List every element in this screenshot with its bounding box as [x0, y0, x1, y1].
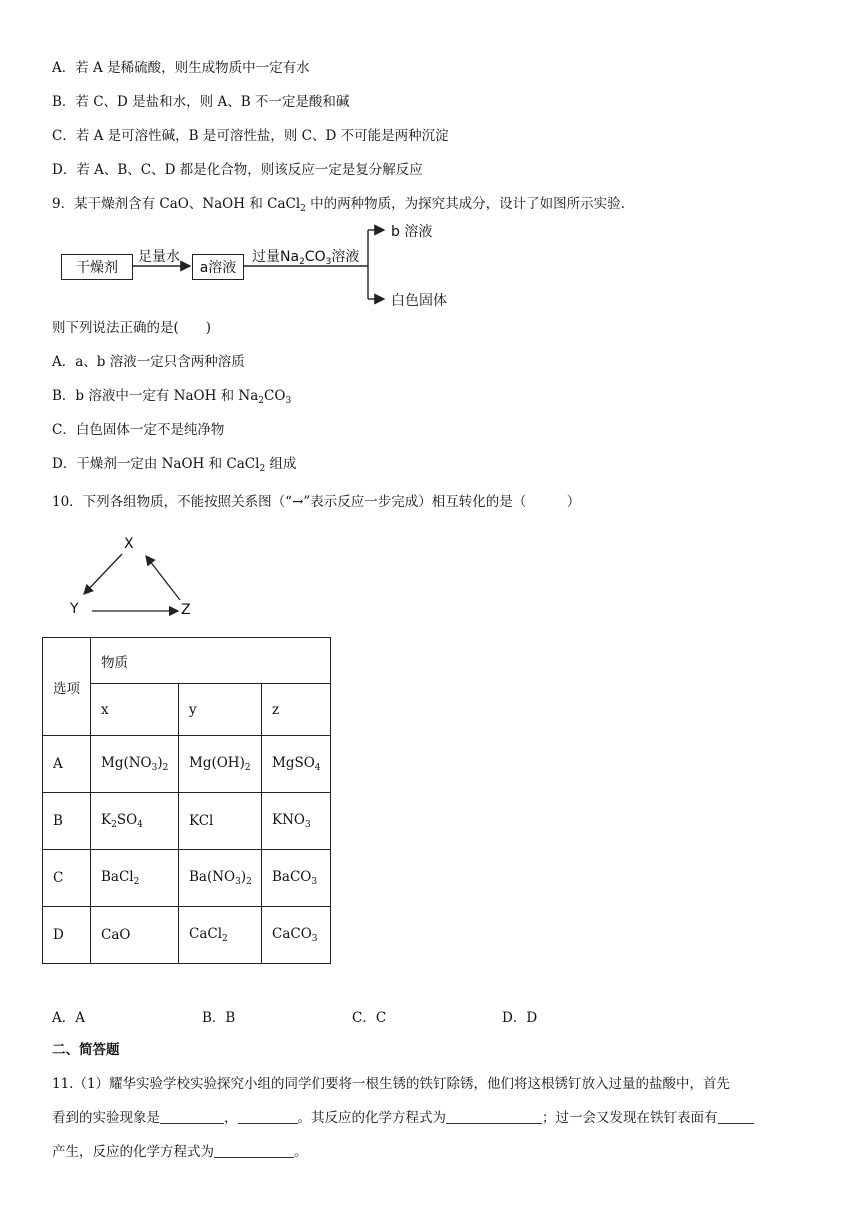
- answer-blank-4[interactable]: [718, 1109, 754, 1124]
- q11-line-2: 看到的实验现象是 ， 。其反应的化学方程式为 ；过一会又发现在铁钉表面有: [52, 1108, 754, 1128]
- row-d-y: CaCl$_2$: [179, 907, 262, 964]
- row-c-x: BaCl$_2$: [91, 850, 179, 907]
- flow-box-a-solution: a溶液: [192, 254, 244, 280]
- table-row-c: [43, 850, 331, 907]
- q9-option-c: C．白色固体一定不是纯净物: [52, 422, 225, 438]
- row-b-x: $K_2SO_4$: [91, 793, 179, 850]
- answer-blank-1[interactable]: [160, 1109, 224, 1124]
- row-b-option: B: [43, 793, 91, 850]
- row-b-z: $KNO_3$: [262, 793, 331, 850]
- q11-line-3: 产生，反应的化学方程式为 。: [52, 1144, 308, 1160]
- row-c-z: BaCO$_3$: [262, 850, 331, 907]
- row-a-z: MgSO$_4$: [262, 736, 331, 793]
- row-d-x: CaO: [91, 907, 179, 964]
- table-row-d: [43, 907, 331, 964]
- answer-blank-2[interactable]: [238, 1109, 298, 1124]
- node-z: Z: [181, 602, 191, 618]
- flow-box-dryer: 干燥剂: [61, 254, 133, 280]
- header-substance: 物质: [91, 638, 331, 684]
- answer-c[interactable]: C．C: [352, 1010, 387, 1026]
- q10-answer-choices: [52, 1006, 612, 1026]
- row-c-option: C: [43, 850, 91, 907]
- q9-option-d: D．干燥剂一定由 NaOH 和 CaCl$_2$ 组成: [52, 456, 297, 474]
- q9-option-a: A．a、b 溶液一定只含两种溶质: [52, 354, 245, 370]
- node-x: X: [124, 536, 134, 552]
- answer-b[interactable]: B．B: [202, 1010, 236, 1026]
- q9-prompt: 则下列说法正确的是( ): [52, 320, 212, 336]
- header-z: z: [262, 684, 331, 736]
- answer-a[interactable]: A．A: [52, 1010, 85, 1026]
- q9-option-b: B．b 溶液中一定有 NaOH 和 $Na_2CO_3$: [52, 388, 292, 406]
- flow-out-b-solution: b 溶液: [391, 224, 433, 240]
- flow-label-water: 足量水: [138, 249, 180, 265]
- q10-triangle-diagram: [60, 532, 210, 624]
- header-x: x: [91, 684, 179, 736]
- q9-stem: 9．某干燥剂含有 CaO、NaOH 和 CaCl$_2$ 中的两种物质，为探究其成分，设计了如图所示实验.: [52, 196, 625, 214]
- row-c-y: $Ba(NO_3)_2$: [179, 850, 262, 907]
- row-b-y: KCl: [179, 793, 262, 850]
- q10-options-table: [42, 637, 331, 964]
- q8-option-b: B．若 C、D 是盐和水，则 A、B 不一定是酸和碱: [52, 94, 350, 110]
- row-d-option: D: [43, 907, 91, 964]
- flow-out-white-solid: 白色固体: [391, 293, 447, 309]
- q11-line-1: 11.（1）耀华实验学校实验探究小组的同学们要将一根生锈的铁钉除锈，他们将这根锈钉放入过量的盐酸中，首先: [52, 1076, 731, 1092]
- answer-blank-5[interactable]: [214, 1143, 294, 1158]
- answer-d[interactable]: D．D: [502, 1010, 538, 1026]
- row-a-y: $Mg(OH)_2$: [179, 736, 262, 793]
- table-row-a: [43, 736, 331, 793]
- q8-option-c: C．若 A 是可溶性碱，B 是可溶性盐，则 C、D 不可能是两种沉淀: [52, 128, 449, 144]
- flow-label-na2co3: 过量$Na_2CO_3$溶液: [252, 249, 360, 267]
- header-y: y: [179, 684, 262, 736]
- row-a-option: A: [43, 736, 91, 793]
- answer-blank-3[interactable]: [446, 1109, 542, 1124]
- row-a-x: $Mg(NO_3)_2$: [91, 736, 179, 793]
- q8-option-a: A．若 A 是稀硫酸，则生成物质中一定有水: [52, 60, 310, 76]
- q10-stem: 10．下列各组物质，不能按照关系图（“→”表示反应一步完成）相互转化的是（ ）: [52, 494, 581, 510]
- q8-option-d: D．若 A、B、C、D 都是化合物，则该反应一定是复分解反应: [52, 162, 423, 178]
- table-row-b: [43, 793, 331, 850]
- section-heading: 二、简答题: [52, 1042, 120, 1058]
- header-option: 选项: [43, 638, 91, 736]
- node-y: Y: [70, 601, 79, 617]
- row-d-z: CaCO$_3$: [262, 907, 331, 964]
